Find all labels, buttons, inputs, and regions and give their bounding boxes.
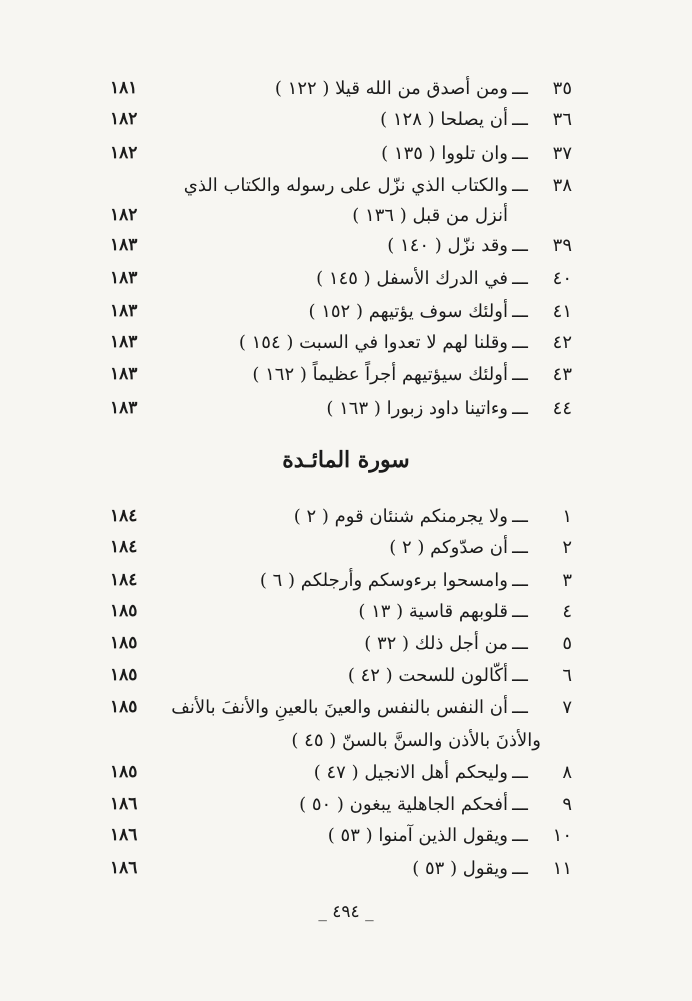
entry-text: وقد نزّل ( ١٤٠ ) [387, 234, 508, 256]
entry-dash: ـــ [512, 696, 528, 718]
page-number: _ ٤٩٤ _ [318, 902, 374, 922]
entry-text: أولئك سوف يؤتيهم ( ١٥٢ ) [308, 300, 508, 322]
entry-dash: ـــ [512, 108, 528, 130]
entry-number: ٧ [562, 696, 572, 718]
entry-text: أن صدّوكم ( ٢ ) [389, 536, 508, 558]
entry-page: ١٨٤ [110, 506, 138, 526]
entry-number: ٥ [562, 632, 572, 654]
entry-dash: ـــ [512, 793, 528, 815]
entry-number: ٤٣ [552, 363, 572, 385]
entry-dash: ـــ [512, 536, 528, 558]
entry-dash: ـــ [512, 331, 528, 353]
entry-number: ٤٠ [552, 267, 572, 289]
entry-page: ١٨٣ [110, 235, 138, 255]
index-entry [110, 596, 572, 626]
entry-page: ١٨٣ [110, 268, 138, 288]
entry-dash: ـــ [512, 664, 528, 686]
entry-page: ١٨١ [110, 78, 138, 98]
entry-page: ١٨٣ [110, 364, 138, 384]
entry-number: ٣٩ [552, 234, 572, 256]
entry-text: أنزل من قبل ( ١٣٦ ) [352, 204, 508, 226]
entry-number: ٢ [562, 536, 572, 558]
surah-heading: سورة المائـدة [282, 447, 410, 473]
entry-page: ١٨٤ [110, 570, 138, 590]
index-entry [110, 104, 572, 134]
entry-text: وءاتينا داود زبورا ( ١٦٣ ) [326, 397, 508, 419]
entry-number: ٤ [562, 600, 572, 622]
entry-page: ١٨٣ [110, 301, 138, 321]
entry-page: ١٨٥ [110, 697, 138, 717]
entry-page: ١٨٢ [110, 143, 138, 163]
entry-page: ١٨٥ [110, 762, 138, 782]
entry-text: قلوبهم قاسية ( ١٣ ) [358, 600, 508, 622]
entry-text: وقلنا لهم لا تعدوا في السبت ( ١٥٤ ) [238, 331, 508, 353]
entry-number: ٦ [562, 664, 572, 686]
entry-text: ويقول الذين آمنوا ( ٥٣ ) [327, 824, 508, 846]
entry-text: وامسحوا برءوسكم وأرجلكم ( ٦ ) [259, 569, 508, 591]
index-entry [110, 200, 572, 230]
entry-page: ١٨٥ [110, 633, 138, 653]
index-entry [110, 501, 572, 531]
entry-text: أفحكم الجاهلية يبغون ( ٥٠ ) [299, 793, 508, 815]
entry-dash: ـــ [512, 569, 528, 591]
entry-text: ومن أصدق من الله قيلا ( ١٢٢ ) [274, 77, 508, 99]
entry-dash: ـــ [512, 505, 528, 527]
entry-dash: ـــ [512, 234, 528, 256]
index-entry [110, 757, 572, 787]
entry-text: ولا يجرمنكم شنئان قوم ( ٢ ) [293, 505, 508, 527]
index-entry [110, 327, 572, 357]
entry-dash: ـــ [512, 824, 528, 846]
entry-dash: ـــ [512, 267, 528, 289]
entry-text: من أجل ذلك ( ٣٢ ) [364, 632, 508, 654]
entry-text: في الدرك الأسفل ( ١٤٥ ) [316, 267, 508, 289]
entry-page: ١٨٦ [110, 794, 138, 814]
entry-text: أن النفس بالنفس والعينَ بالعينِ والأنفَ بالأنف [171, 696, 508, 718]
entry-page: ١٨٢ [110, 109, 138, 129]
entry-text: أكّالون للسحت ( ٤٢ ) [347, 664, 508, 686]
entry-number: ٨ [562, 761, 572, 783]
index-entry [110, 692, 572, 722]
entry-dash: ـــ [512, 397, 528, 419]
index-entry [110, 565, 572, 595]
entry-dash: ـــ [512, 300, 528, 322]
entry-text: وان تلووا ( ١٣٥ ) [381, 142, 508, 164]
entry-dash: ـــ [512, 761, 528, 783]
index-entry [110, 73, 572, 103]
entry-text: وليحكم أهل الانجيل ( ٤٧ ) [313, 761, 508, 783]
index-entry [110, 820, 572, 850]
index-entry [110, 263, 572, 293]
entry-page: ١٨٤ [110, 537, 138, 557]
entry-page: ١٨٦ [110, 858, 138, 878]
index-entry [110, 789, 572, 819]
entry-dash: ـــ [512, 142, 528, 164]
entry-number: ٤١ [552, 300, 572, 322]
entry-text: ويقول ( ٥٣ ) [412, 857, 508, 879]
index-entry [110, 853, 572, 883]
entry-number: ٣٨ [552, 174, 572, 196]
entry-text: أن يصلحا ( ١٢٨ ) [380, 108, 508, 130]
index-entry [110, 532, 572, 562]
entry-dash: ـــ [512, 174, 528, 196]
entry-number: ٣ [562, 569, 572, 591]
entry-number: ٣٥ [552, 77, 572, 99]
entry-number: ٩ [562, 793, 572, 815]
index-entry [110, 230, 572, 260]
entry-page: ١٨٥ [110, 601, 138, 621]
entry-dash: ـــ [512, 77, 528, 99]
entry-page: ١٨٣ [110, 332, 138, 352]
entry-dash: ـــ [512, 600, 528, 622]
index-entry [110, 660, 572, 690]
index-entry [110, 628, 572, 658]
index-entry [110, 359, 572, 389]
entry-page: ١٨٢ [110, 205, 138, 225]
entry-continuation: والأذنَ بالأذن والسنَّ بالسنّ ( ٤٥ ) [291, 729, 541, 751]
entry-number: ٣٦ [552, 108, 572, 130]
index-entry [110, 393, 572, 423]
entry-number: ١١ [552, 857, 572, 879]
index-entry [110, 170, 572, 200]
index-entry [110, 138, 572, 168]
entry-dash: ـــ [512, 857, 528, 879]
entry-number: ١٠ [552, 824, 572, 846]
entry-number: ٣٧ [552, 142, 572, 164]
entry-page: ١٨٥ [110, 665, 138, 685]
entry-page: ١٨٣ [110, 398, 138, 418]
entry-dash: ـــ [512, 363, 528, 385]
entry-number: ١ [562, 505, 572, 527]
entry-text: والكتاب الذي نزّل على رسوله والكتاب الذي [183, 174, 508, 196]
entry-number: ٤٢ [552, 331, 572, 353]
entry-text: أولئك سيؤتيهم أجراً عظيماً ( ١٦٢ ) [252, 363, 508, 385]
entry-page: ١٨٦ [110, 825, 138, 845]
entry-dash: ـــ [512, 632, 528, 654]
entry-number: ٤٤ [552, 397, 572, 419]
index-entry [110, 296, 572, 326]
